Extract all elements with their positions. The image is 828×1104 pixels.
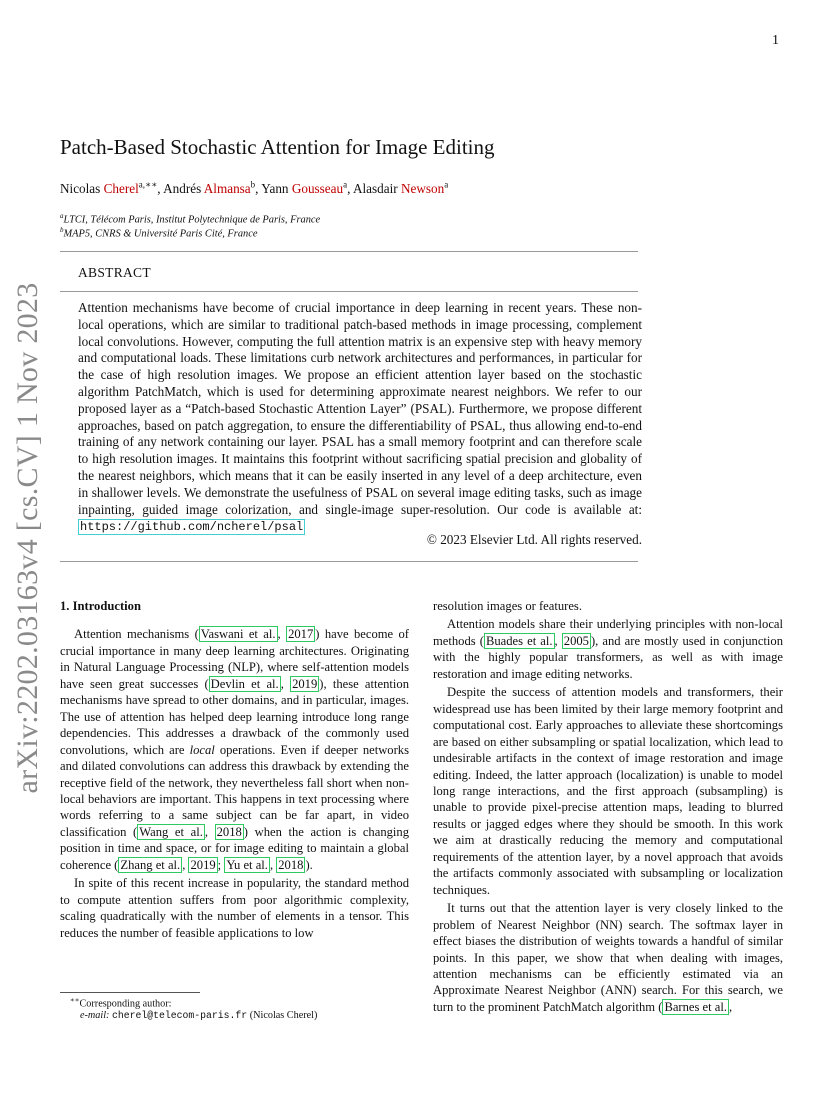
- text-span: ), and are mostly used in conjunction with the highly popular transformers, as well as with image restoration and image editing networks.: [433, 633, 784, 681]
- text-span: Attention models share their underlying principles with non-local methods (: [433, 617, 783, 648]
- author-link[interactable]: Newson: [400, 181, 445, 197]
- text-span: ) have become of crucial importance in many deep learning architectures. Originating in Natural Language Processing (NLP), where self-attention models have seen great successes (: [60, 627, 409, 691]
- author-list: [60, 180, 448, 197]
- divider: [60, 291, 638, 292]
- citation-link[interactable]: Zhang et al.: [120, 857, 181, 872]
- text-span: Attention mechanisms (: [74, 627, 199, 642]
- paper-title: Patch-Based Stochastic Attention for Image Editing: [60, 135, 495, 159]
- paragraph: [60, 626, 409, 873]
- text-span: local: [189, 742, 215, 757]
- citation-link[interactable]: 2018: [216, 824, 242, 839]
- text-span: ;: [217, 857, 225, 872]
- author-4: Alasdair Newson$^a$: [352, 180, 449, 197]
- divider: [60, 251, 638, 252]
- paragraph: [433, 616, 783, 682]
- text-span: ,: [729, 999, 733, 1014]
- author-2: Andrés Almansa$^b$,: [163, 180, 262, 197]
- arxiv-identifier: arXiv:2202.03163v4 [cs.CV] 1 Nov 2023: [11, 281, 44, 794]
- paragraph: [433, 900, 783, 1015]
- footnote-label: ∗∗Corresponding author:: [70, 996, 172, 1010]
- text-span: ,: [554, 633, 562, 648]
- paragraph: [433, 684, 783, 898]
- section-heading: 1. Introduction: [60, 599, 141, 613]
- paragraph: [433, 598, 783, 614]
- citation-link[interactable]: 2019: [190, 857, 216, 872]
- affiliation-a: $^a$LTCI, Télécom Paris, Institut Polytechnique de Paris, France: [60, 212, 321, 226]
- left-column: [60, 598, 409, 943]
- email-address[interactable]: cherel@telecom-paris.fr: [111, 1010, 248, 1021]
- affiliation-b: $^b$MAP5, CNRS & Université Paris Cité, France: [60, 226, 258, 240]
- citation-link[interactable]: 2019: [292, 676, 318, 691]
- text-span: ,: [204, 824, 215, 839]
- text-span: Despite the success of attention models and transformers, their widespread use has been limited by their large memory footprint and computational cost. Early approaches to alleviate these shortcomings are based on either subsampling or spatial localization, which lead to undesirable artifacts in the context of image restoration and image editing. Indeed, the latter approach (localization) is unable to model long range interactions, and the first approach (subsampling) is unable to provide pixel-precise attention maps, leading to blurred results or jagged edges where they should be smooth. In this work we aim at drastically reducing the memory and computational requirements of the attention layer, by a novel approach that avoids the artifacts commonly associated with subsampling or localization techniques.: [433, 685, 783, 897]
- author-3: Yann Gousseau$^a$,: [261, 180, 353, 197]
- text-span: ).: [305, 857, 313, 872]
- text-span: operations. Even if deeper networks and dilated convolutions can address this drawback by extending the receptive field of the network, they nevertheless fall short when non-local behaviors are important. This happens in text processing where words referring to a same subject can be far apart, in video classification (: [60, 742, 410, 839]
- text-span: It turns out that the attention layer is very closely linked to the problem of Nearest Neighbor (NN) search. The softmax layer in effect biases the distribution of weights towards a handful of similar points. In this paper, we show that when dealing with images, attention mechanisms can be efficiently estimated via an Approximate Nearest Neighbor (ANN) search. For this search, we turn to the prominent PatchMatch algorithm (: [433, 901, 783, 1014]
- text-span: ), these attention mechanisms have spread to other domains, and in particular, images. The use of attention has helped deep learning introduce long range dependencies. This addresses a drawback of the commonly used convolutions, which are: [60, 676, 409, 757]
- paragraph: [60, 875, 409, 941]
- citation-link[interactable]: 2005: [563, 633, 589, 648]
- citation-link[interactable]: 2017: [288, 627, 314, 642]
- left-column-text: [60, 626, 409, 941]
- page-number: 1: [772, 33, 779, 48]
- citation-link[interactable]: Buades et al.: [485, 633, 553, 648]
- text-span: ,: [277, 627, 287, 642]
- author-link[interactable]: Cherel: [103, 181, 139, 197]
- author-link[interactable]: Gousseau: [291, 181, 344, 197]
- author-1: Nicolas Cherel$^{a,∗∗}$,: [60, 180, 164, 197]
- text-span: In spite of this recent increase in popularity, the standard method to compute attention suffers from poor algorithmic complexity, scaling quadratically with the number of elements in a tensor. This reduces the number of feasible applications to low: [60, 876, 409, 940]
- citation-link[interactable]: Barnes et al.: [664, 999, 728, 1014]
- arxiv-sidebar-stamp: [8, 281, 48, 794]
- citation-link[interactable]: Devlin et al.: [210, 676, 279, 691]
- text-span: resolution images or features.: [433, 599, 582, 613]
- text-span: ) when the action is changing position in time and space, or for image editing to maintain a global coherence (: [60, 824, 410, 872]
- right-column-text: [433, 598, 783, 1015]
- abstract-body: Attention mechanisms have become of crucial importance in deep learning in recent years. These non-local operations, which are similar to traditional patch-based methods in image processing, complement local convolutions. However, computing the full attention matrix is an expensive step with heavy memory and computational loads. These limitations curb network architectures and performances, in particular for the case of high resolution images. We propose an efficient attention layer based on the stochastic algorithm PatchMatch, which is used for determining approximate nearest neighbors. We refer to our proposed layer as a “Patch-based Stochastic Attention Layer” (PSAL). Furthermore, we propose different approaches, based on patch aggregation, to ensure the differentiability of PSAL, thus allowing end-to-end training of any network containing our layer. PSAL has a small memory footprint and can therefore scale to high resolution images. It maintains this footprint without sacrificing spatial precision and globality of the nearest neighbors, which means that it can be easily inserted in any level of a deep architecture, even in shallower levels. We demonstrate the usefulness of PSAL on several image editing tasks, such as image inpainting, guided image colorization, and single-image super-resolution. Our code is available at: https://github.com/ncherel/psal: [78, 300, 642, 535]
- footnote-email: e-mail: cherel@telecom-paris.fr (Nicolas Cherel): [80, 1010, 318, 1021]
- divider: [60, 561, 638, 562]
- abstract-heading: ABSTRACT: [78, 265, 151, 280]
- author-link[interactable]: Almansa: [203, 181, 251, 197]
- footnote-rule: [60, 992, 200, 993]
- citation-link[interactable]: Vaswani et al.: [200, 627, 276, 642]
- text-span: ,: [182, 857, 189, 872]
- text-span: ,: [280, 676, 291, 691]
- code-url-link[interactable]: https://github.com/ncherel/psal: [80, 520, 304, 535]
- citation-link[interactable]: Wang et al.: [139, 824, 203, 839]
- citation-link[interactable]: 2018: [278, 857, 304, 872]
- copyright-notice: © 2023 Elsevier Ltd. All rights reserved.: [426, 532, 642, 547]
- citation-link[interactable]: Yu et al.: [226, 857, 268, 872]
- text-span: ,: [269, 857, 277, 872]
- right-column: [433, 598, 783, 1017]
